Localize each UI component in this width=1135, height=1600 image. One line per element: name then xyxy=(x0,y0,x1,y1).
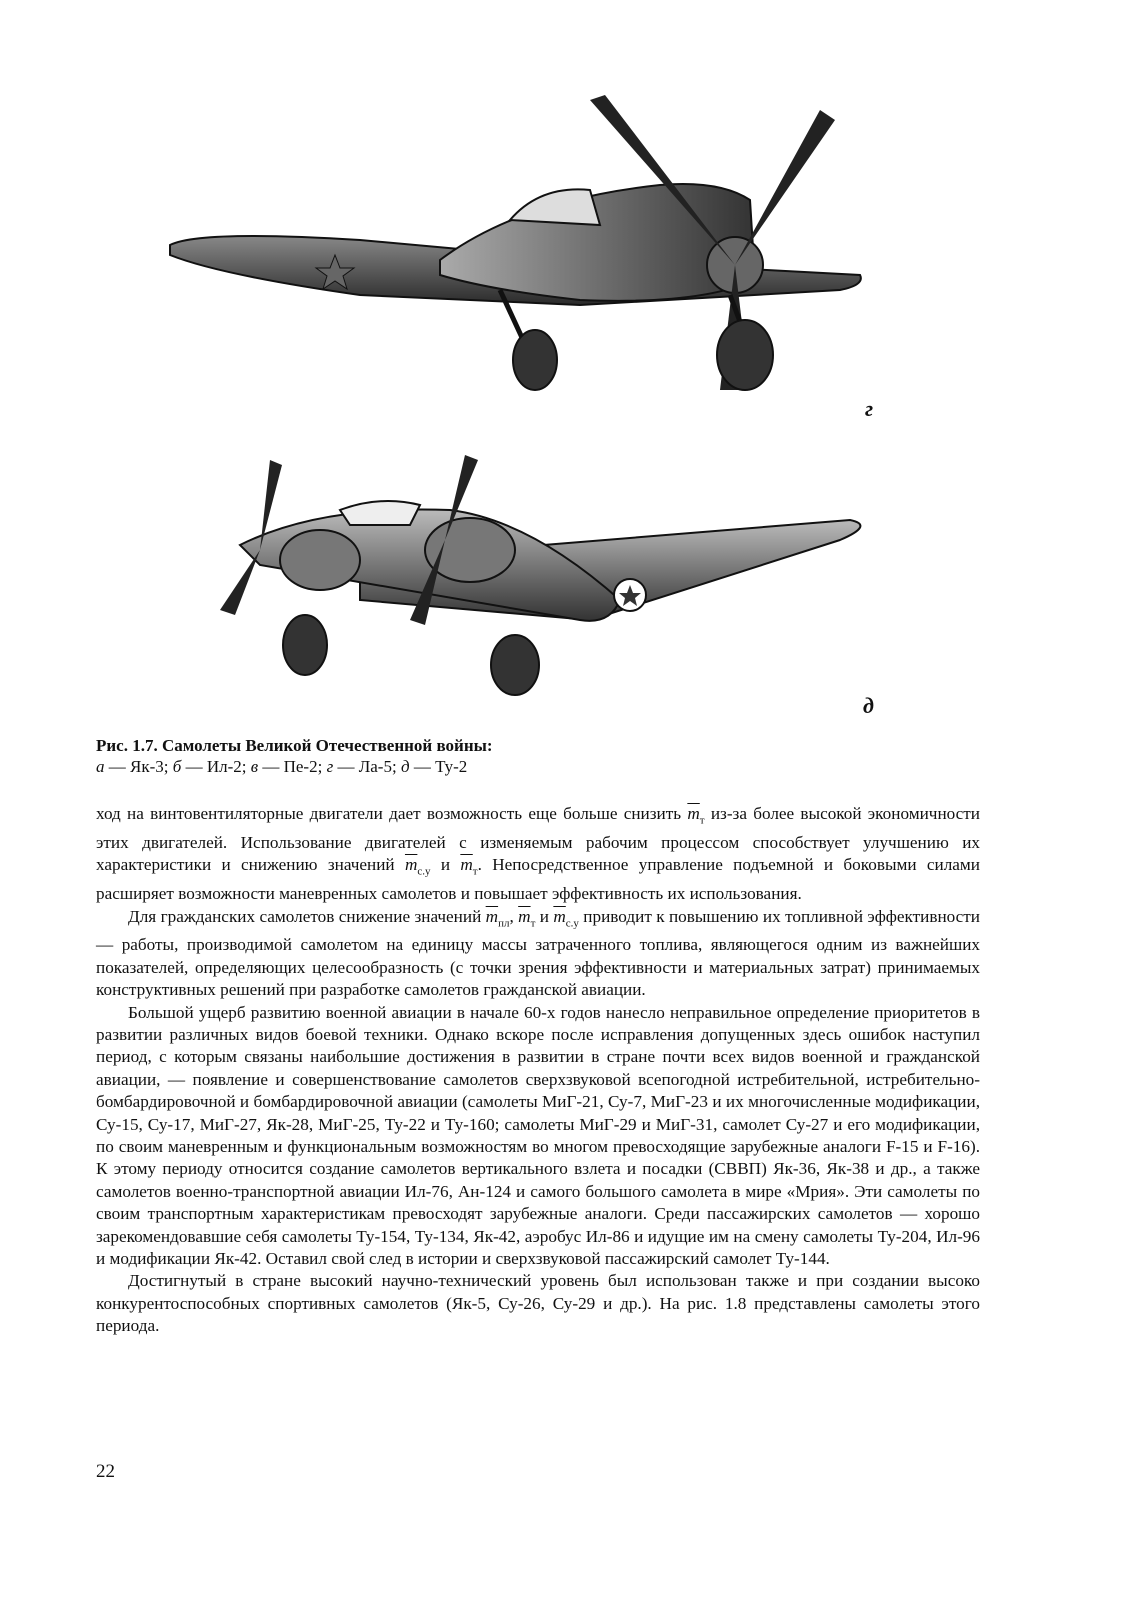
subscript: с.у xyxy=(565,916,579,929)
subscript: т xyxy=(472,865,478,878)
caption-name: Ту-2 xyxy=(435,757,468,776)
text-run: из-за более высокой экономичности этих двигателей. Использование двигателей с изменяемым рабочим процессом способствует улучшению их характеристики и снижению значений xyxy=(96,804,980,875)
symbol-m: $\overline{m}$ xyxy=(553,906,566,926)
text-run: и xyxy=(430,855,461,875)
page-number: 22 xyxy=(96,1461,115,1482)
caption-title: Рис. 1.7. Самолеты Великой Отечественной войны: xyxy=(96,736,493,755)
text-run: и xyxy=(535,906,554,926)
text-run: Для гражданских самолетов снижение значений xyxy=(128,906,486,926)
text-run: приводит к повышению их топливной эффективности — работы, производимой самолетом на единицу массы затраченного топлива, являющегося одним из важнейших показателей, определяющих целесообразность (с точки зрения эффективности и материальных затрат) принимаемых конструктивных решений при разработке самолетов гражданской авиации. xyxy=(96,906,981,1000)
text-run: , xyxy=(509,906,519,926)
caption-letter: в xyxy=(250,757,259,776)
tu2-illustration xyxy=(200,450,880,700)
symbol-m: $\overline{m}$ xyxy=(460,855,473,875)
la5-illustration xyxy=(160,90,880,410)
caption-letter: б xyxy=(172,757,182,776)
paragraph-3: Большой ущерб развитию военной авиации в начале 60-х годов нанесло неправильное определение приоритетов в развитии различных видов боевой техники. Однако вскоре после исправления допущенных здесь ошибок наступил период, с которым связаны наибольшие достижения в развитии в стране почти всех видов военной и гражданской авиации, — появление и совершенствование самолетов сверхзвуковой всепогодной истребительной, истребительно-бомбардировочной и бомбардировочной авиации (самолеты МиГ-21, Су-7, МиГ-23 и их многочисленные модификации, Су-15, Су-17, МиГ-27, Як-28, МиГ-25, Ту-22 и Ту-160; самолеты МиГ-29 и МиГ-31, самолет Су-27 и его модификации, по своим маневренным и функциональным возможностям во многом превосходящие зарубежные аналоги F-15 и F-16). К этому периоду относится создание самолетов вертикального взлета и посадки (СВВП) Як-36, Як-38 и др., а также самолетов военно-транспортной авиации Ил-76, Ан-124 и самого большого самолета в мире «Мрия». Эти самолеты по своим транспортным характеристикам превосходят зарубежные аналоги. Среди пассажирских самолетов — хорошо зарекомендовавшие себя самолеты Ту-154, Ту-134, Як-42, аэробус Ил-86 и идущие им на смену самолеты Ту-204, Ил-96 и модификации Як-42. Оставил свой след в истории и сверхзвуковой пассажирский самолет Ту-144. xyxy=(96,1002,980,1269)
paragraph-4: Достигнутый в стране высокий научно-технический уровень был использован также и при создании высоко конкурентоспособных спортивных самолетов (Як-5, Су-26, Су-29 и др.). На рис. 1.8 представлены самолеты этого периода. xyxy=(96,1271,980,1336)
figure-la5 xyxy=(160,90,880,410)
caption-letter: г xyxy=(326,757,334,776)
figure-tu2 xyxy=(200,450,880,700)
caption-letter: д xyxy=(400,757,410,776)
caption-name: Як-3 xyxy=(130,757,164,776)
subscript: пл xyxy=(498,916,510,929)
figure-label-g: г xyxy=(865,396,874,421)
caption-items: а — Як-3; б — Ил-2; в — Пе-2; г — Ла-5; д — Ту-2 xyxy=(96,757,468,776)
paragraph-2 xyxy=(96,906,980,1002)
caption-letter: а xyxy=(96,757,105,776)
figure-caption xyxy=(96,735,1056,777)
symbol-m: $\overline{m}$ xyxy=(404,855,418,875)
subscript: с.у xyxy=(417,865,431,878)
figure-label-d: д xyxy=(863,693,874,718)
text-run: ход на винтовентиляторные двигатели дает возможность еще больше снизить xyxy=(96,804,688,823)
symbol-m: $\overline{m}$ xyxy=(687,804,700,823)
body-text xyxy=(96,803,980,1338)
caption-name: Ла-5 xyxy=(358,757,392,776)
subscript: т xyxy=(699,814,705,827)
symbol-m: $\overline{m}$ xyxy=(518,906,531,926)
symbol-m: $\overline{m}$ xyxy=(485,906,499,926)
caption-name: Пе-2 xyxy=(283,757,318,776)
subscript: т xyxy=(530,916,536,929)
caption-name: Ил-2 xyxy=(206,757,242,776)
text-run: . Непосредственное управление подъемной и боковыми силами расширяет возможности маневренных самолетов и повышает эффективность их использования. xyxy=(96,855,980,904)
paragraph-1 xyxy=(96,803,980,906)
